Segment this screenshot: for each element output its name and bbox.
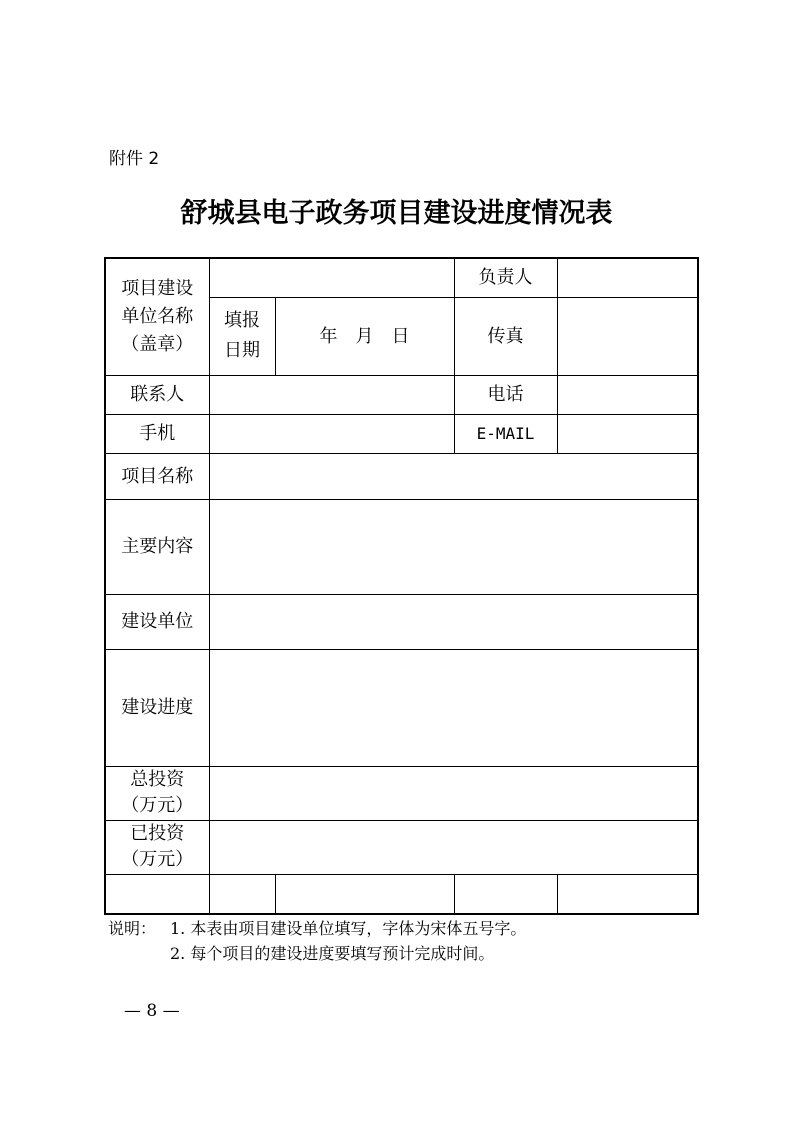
- table-row: [105, 874, 698, 914]
- fax-label-cell: [454, 297, 557, 375]
- responsible-value-cell[interactable]: [557, 258, 698, 297]
- fill-date-label-cell: [209, 297, 275, 375]
- date-placeholder: 年 月 日: [319, 325, 410, 347]
- table-row: [105, 499, 698, 594]
- table-row: [105, 258, 698, 297]
- note-row-2: [108, 941, 768, 966]
- invested-value-cell[interactable]: [209, 820, 698, 874]
- email-value-cell[interactable]: [557, 414, 698, 453]
- table-row: [105, 414, 698, 453]
- blank-cell[interactable]: [275, 874, 454, 914]
- mobile-label: 手机: [139, 423, 176, 444]
- total-investment-label-cell: [105, 766, 209, 820]
- construction-unit-label: 建设单位: [121, 611, 194, 632]
- main-content-label: 主要内容: [121, 536, 194, 557]
- progress-label-cell: [105, 649, 209, 766]
- email-label: E-MAIL: [476, 424, 535, 443]
- phone-label: 电话: [487, 384, 524, 405]
- blank-cell[interactable]: [105, 874, 209, 914]
- project-name-label: 项目名称: [121, 465, 194, 487]
- progress-value-cell[interactable]: [209, 649, 698, 766]
- project-name-value-cell[interactable]: [209, 453, 698, 499]
- invested-label-cell: [105, 820, 209, 874]
- unit-value-cell[interactable]: [209, 258, 454, 297]
- table-row: [105, 375, 698, 414]
- progress-form-table: [104, 257, 699, 915]
- notes-label: 说明：: [108, 919, 157, 938]
- email-label-cell: [454, 414, 557, 453]
- fax-label: 传真: [487, 325, 524, 347]
- table-row: [105, 820, 698, 874]
- note-item-1: 1. 本表由项目建设单位填写，字体为宋体五号字。: [170, 919, 527, 938]
- blank-cell[interactable]: [454, 874, 557, 914]
- fax-value-cell[interactable]: [557, 297, 698, 375]
- table-row: [105, 649, 698, 766]
- phone-value-cell[interactable]: [557, 375, 698, 414]
- table-row: [105, 453, 698, 499]
- fill-date-label: 填报 日期: [224, 310, 260, 361]
- project-name-label-cell: [105, 453, 209, 499]
- note-item-2: 2. 每个项目的建设进度要填写预计完成时间。: [170, 944, 495, 963]
- main-content-value-cell[interactable]: [209, 499, 698, 594]
- contact-value-cell[interactable]: [209, 375, 454, 414]
- date-value-cell[interactable]: [275, 297, 454, 375]
- construction-unit-value-cell[interactable]: [209, 594, 698, 649]
- responsible-label-cell: [454, 258, 557, 297]
- contact-label: 联系人: [130, 384, 185, 405]
- phone-label-cell: [454, 375, 557, 414]
- unit-label: 项目建设 单位名称 （盖章）: [121, 277, 194, 355]
- note-row-1: [108, 916, 768, 941]
- table-row: [105, 594, 698, 649]
- table-row: [105, 766, 698, 820]
- invested-label: 已投资 （万元）: [121, 823, 194, 870]
- main-content-label-cell: [105, 499, 209, 594]
- mobile-label-cell: [105, 414, 209, 453]
- blank-cell[interactable]: [209, 874, 275, 914]
- unit-label-cell: [105, 258, 209, 375]
- contact-label-cell: [105, 375, 209, 414]
- construction-unit-label-cell: [105, 594, 209, 649]
- progress-label: 建设进度: [121, 697, 194, 718]
- blank-cell[interactable]: [557, 874, 698, 914]
- page-number: — 8 —: [124, 1001, 180, 1021]
- total-investment-label: 总投资 （万元）: [121, 769, 194, 816]
- page-title: 舒城县电子政务项目建设进度情况表: [180, 198, 613, 229]
- total-investment-value-cell[interactable]: [209, 766, 698, 820]
- responsible-label: 负责人: [478, 267, 533, 289]
- attachment-label: 附件 2: [109, 149, 160, 169]
- notes: [108, 916, 768, 966]
- mobile-value-cell[interactable]: [209, 414, 454, 453]
